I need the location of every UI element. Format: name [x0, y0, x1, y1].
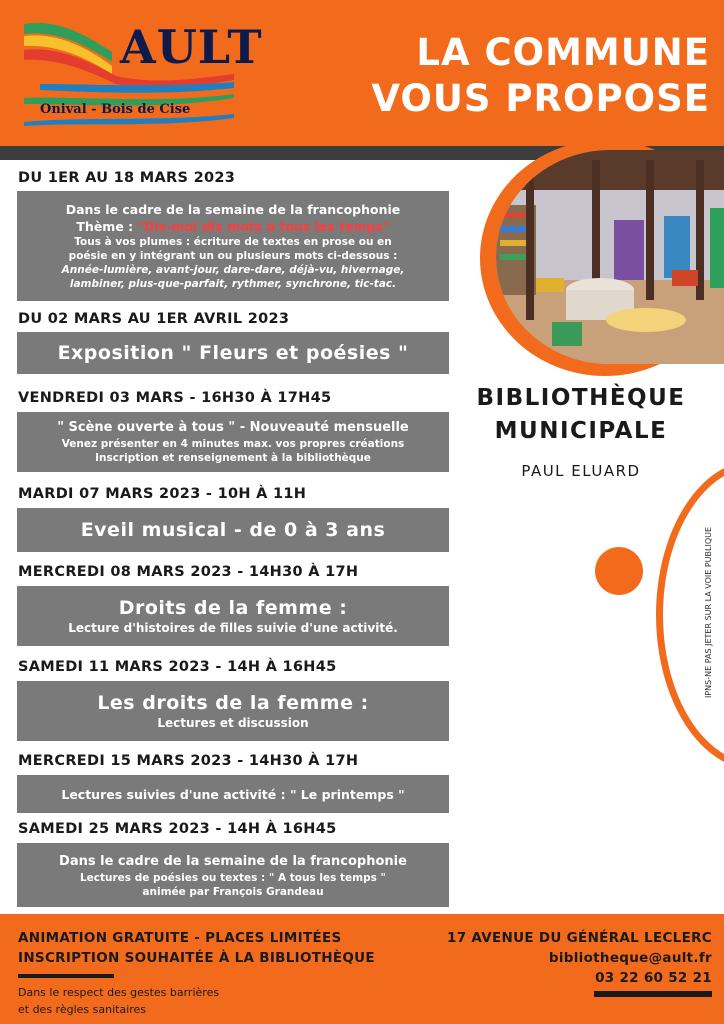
event-title: Lectures suivies d'une activité : " Le printemps " [61, 786, 405, 802]
ipns-note-text: IPNS-NE PAS JETER SUR LA VOIE PUBLIQUE [704, 526, 713, 698]
event-date: SAMEDI 25 MARS 2023 - 14H À 16H45 [18, 821, 337, 837]
event-line: Dans le cadre de la semaine de la francophonie [65, 202, 401, 217]
event-title: Exposition " Fleurs et poésies " [57, 342, 409, 364]
event-date: MARDI 07 MARS 2023 - 10H À 11H [18, 486, 307, 502]
event-line: Inscription et renseignement à la bibliothèque [95, 452, 371, 464]
library-title-line-1: BIBLIOTHÈQUE [476, 385, 686, 411]
footer-line-1: ANIMATION GRATUITE - PLACES LIMITÉES [18, 930, 342, 946]
logo-wordmark: AULT [120, 20, 263, 74]
footer-line-2: INSCRIPTION SOUHAITÉE À LA BIBLIOTHÈQUE [18, 950, 375, 966]
event-date: SAMEDI 11 MARS 2023 - 14H À 16H45 [18, 659, 337, 675]
footer-info [18, 928, 375, 968]
event-theme [76, 218, 389, 235]
headline-line-2: VOUS PROPOSE [371, 77, 710, 120]
footer-contact [447, 928, 712, 988]
headline-line-1: LA COMMUNE [416, 31, 710, 74]
footer-sanitary-note [18, 984, 219, 1018]
ipns-note [704, 528, 714, 698]
library-photo [496, 150, 724, 364]
library-interior-icon [496, 150, 724, 364]
event-box-exposition [17, 332, 449, 374]
library-title [452, 382, 710, 448]
event-title: Eveil musical - de 0 à 3 ans [80, 519, 386, 541]
event-line: Lectures de poésies ou textes : " A tous les temps " [79, 871, 387, 884]
footer-address: 17 AVENUE DU GÉNÉRAL LECLERC [447, 930, 712, 946]
library-name: PAUL ELUARD [521, 462, 641, 480]
event-title: Droits de la femme : [118, 596, 348, 619]
event-line: Venez présenter en 4 minutes max. vos propres créations [61, 438, 405, 450]
event-date: VENDREDI 03 MARS - 16H30 À 17H45 [18, 390, 332, 406]
event-box-les-droits-femme [17, 681, 449, 741]
ault-logo [20, 18, 263, 130]
footer-note-line-1: Dans le respect des gestes barrières [18, 986, 220, 999]
footer-phone[interactable]: 03 22 60 52 21 [595, 970, 712, 986]
event-date: DU 02 MARS AU 1ER AVRIL 2023 [18, 311, 290, 327]
footer-note-line-2: et des règles sanitaires [18, 1003, 147, 1016]
event-title: Les droits de la femme : [97, 691, 369, 714]
event-box-francophonie [17, 191, 449, 301]
event-box-eveil-musical [17, 508, 449, 552]
page-headline [371, 30, 710, 122]
event-title: " Scène ouverte à tous " - Nouveauté mensuelle [57, 420, 409, 435]
decorative-dot [595, 547, 643, 595]
event-date: MERCREDI 15 MARS 2023 - 14H30 À 17H [18, 753, 359, 769]
event-date: MERCREDI 08 MARS 2023 - 14H30 À 17H [18, 564, 359, 580]
event-box-printemps [17, 775, 449, 813]
library-title-line-2: MUNICIPALE [494, 418, 668, 444]
event-box-droits-femme [17, 586, 449, 646]
event-box-scene-ouverte [17, 412, 449, 472]
event-line: Lectures et discussion [157, 715, 309, 730]
event-line: animée par François Grandeau [142, 885, 324, 898]
event-line: Lecture d'histoires de filles suivie d'une activité. [68, 620, 398, 635]
event-date: DU 1ER AU 18 MARS 2023 [18, 170, 236, 186]
event-theme-value: "Dis-moi dix mots à tous les temps" [137, 219, 390, 234]
footer-banner [0, 914, 724, 1024]
event-box-lectures-poesies [17, 843, 449, 907]
header-banner [0, 0, 724, 146]
event-word-list: lambiner, plus-que-parfait, rythmer, synchrone, tic-tac. [69, 278, 397, 290]
footer-email[interactable]: bibliotheque@ault.fr [548, 950, 712, 966]
footer-rule-right [594, 991, 712, 997]
event-line: poésie en y intégrant un ou plusieurs mots ci-dessous : [68, 250, 398, 262]
event-title: Dans le cadre de la semaine de la francophonie [59, 853, 407, 869]
logo-subtitle: Onival - Bois de Cise [40, 102, 191, 117]
event-word-list: Année-lumière, avant-jour, dare-dare, déjà-vu, hivernage, [61, 264, 405, 276]
footer-rule-left [18, 974, 114, 978]
event-theme-label: Thème : [76, 219, 138, 234]
event-line: Tous à vos plumes : écriture de textes en prose ou en [74, 236, 392, 248]
